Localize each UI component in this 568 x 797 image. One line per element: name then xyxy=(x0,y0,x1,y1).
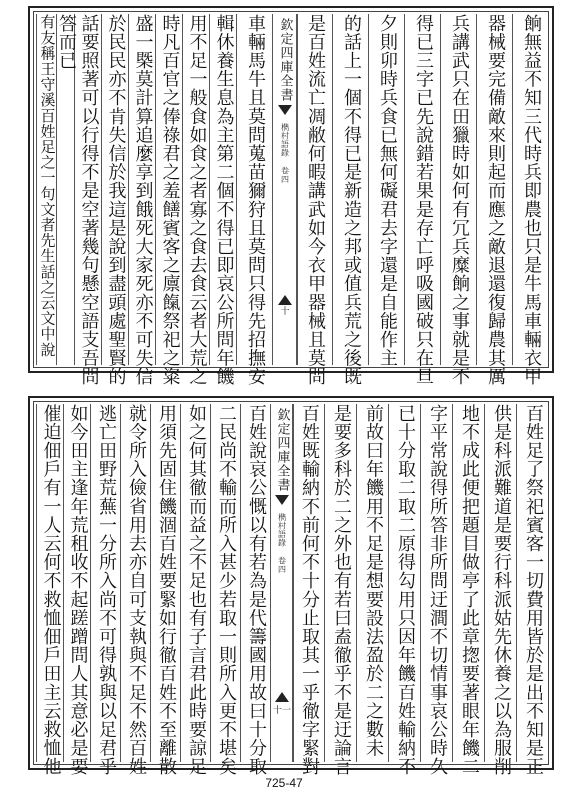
text-column xyxy=(128,14,156,386)
text-column xyxy=(209,14,237,386)
text-column xyxy=(155,14,183,386)
text-column xyxy=(101,14,129,386)
column-text: 用須先固住饑涸百姓要緊如行徹百姓不至離散 xyxy=(156,404,177,776)
text-column xyxy=(368,14,405,368)
text-column xyxy=(210,404,241,776)
column-text: 車輛馬牛且莫問蒐苗獮狩且莫問只得先招撫安 xyxy=(245,14,266,386)
text-column xyxy=(90,404,121,776)
text-column xyxy=(120,404,151,776)
center-gutter xyxy=(270,404,294,762)
column-text: 器械要完備敵來則起而應之敵退還復歸農其厲 xyxy=(485,14,506,386)
text-column xyxy=(440,14,477,386)
column-text: 前故曰年饑用不足是想要設法盈於二之數未 xyxy=(363,404,384,758)
text-column xyxy=(56,14,75,365)
column-text: 輯休養生息為主第二個不得已即哀公所問年饑 xyxy=(213,14,235,386)
column-text: 的話上一個不得已是新造之邦或值兵荒之後既 xyxy=(341,14,362,386)
column-text: 用不足一般食如食之者寡之食去食云者大荒之 xyxy=(186,14,208,386)
column-text: 兵講武只在田獵時如何有冗兵糜餉之事就是不 xyxy=(449,14,470,386)
column-text: 時凡百官之俸祿君之羞饍賓客之廪餼祭祀之粢 xyxy=(159,14,181,386)
column-text: 字平常說得所答非所問迂澗不切情事哀公時久 xyxy=(427,404,448,776)
column-text: 百姓說哀公慨以有若為是代籌國用故曰十分取 xyxy=(246,404,267,776)
text-column xyxy=(182,14,210,386)
library-header: 欽定四庫全書 xyxy=(274,408,290,492)
column-text: 於民民亦不肯失信於我這是說到盡頭處聖賢的 xyxy=(105,14,127,386)
column-text: 盛一槩莫計算追麼享到餓死大家死亦不可失信 xyxy=(132,14,154,386)
text-column xyxy=(516,404,549,776)
text-column xyxy=(36,404,64,776)
column-text: 餉無益不知三代時兵即農也只是牛馬車輛衣甲 xyxy=(521,14,542,386)
top-page xyxy=(28,6,554,386)
column-text: 已十分取二取二原得勾用只因年饑百姓輸納不 xyxy=(395,404,416,776)
text-column xyxy=(332,14,369,386)
text-column xyxy=(240,404,271,776)
text-column xyxy=(484,404,517,776)
column-text: 就令所入儉省用去亦自可支執與不足不然百姓 xyxy=(126,404,147,776)
column-text: 答而已 xyxy=(56,14,77,70)
page-number: 十 xyxy=(280,307,290,317)
page-number: 十一 xyxy=(272,706,291,716)
bottom-page xyxy=(28,396,554,776)
column-text: 是要多科於二之外也有若曰盍徹乎不是迂論言 xyxy=(331,404,352,776)
book-title: 檇村語錄 卷四 xyxy=(277,513,287,574)
text-column xyxy=(356,404,389,762)
text-column xyxy=(512,14,549,386)
column-text: 地不成此便把題目做亭了此章揔要著眼年饑二 xyxy=(459,404,480,776)
column-text: 百姓既輸納不前何不十分止取其一乎徹字緊對 xyxy=(299,404,320,776)
text-column xyxy=(236,14,273,386)
column-text: 百姓足了祭祀賓客一切費用皆於是出不知是正 xyxy=(523,404,544,776)
text-column xyxy=(292,404,325,776)
text-column xyxy=(63,404,91,776)
text-column xyxy=(74,14,102,386)
center-gutter xyxy=(272,14,298,365)
column-text: 得已三字已先說錯若果是存亡呼吸國破只在旦 xyxy=(413,14,434,386)
column-text: 有友稱王守溪百姓足之一句文者先生話之云文中說 xyxy=(38,14,57,358)
book-title: 檇村語錄 卷四 xyxy=(280,123,290,184)
fish-tail-mark-icon xyxy=(278,105,292,115)
column-text: 話要照著可以行得不是空著幾句懸空語支吾問 xyxy=(78,14,100,386)
text-column xyxy=(296,14,333,386)
column-text: 如今田主逢年荒租收不起蹉蹭問人其意必是要 xyxy=(67,404,89,776)
column-text: 供是科派難道是要行科派姑先休養之以為服削 xyxy=(491,404,512,776)
fish-tail-mark-icon xyxy=(275,692,289,702)
text-column xyxy=(476,14,513,386)
column-text: 二民尚不輸而所入甚少若取一則所入更不堪矣 xyxy=(216,404,237,776)
column-text: 是百姓流亡凋敝何暇講武如今衣甲器械且莫問 xyxy=(305,14,326,386)
footer-page-label: 725-47 xyxy=(265,776,303,790)
text-column xyxy=(180,404,211,776)
column-text: 逃亡田野荒蕪一分所入尚不可得孰與以足君乎 xyxy=(96,404,117,776)
column-text: 催迫佃戶有一人云何不救恤佃戶田主云救恤他 xyxy=(40,404,62,776)
text-column xyxy=(150,404,181,776)
library-header: 欽定四庫全書 xyxy=(277,18,293,102)
column-text: 夕則卯時兵食已無何礙君去字還是自能作主 xyxy=(377,14,398,368)
text-column xyxy=(36,14,57,365)
text-column xyxy=(388,404,421,776)
column-text: 如之何其徹而益之不足也有子言君此時要諒足 xyxy=(186,404,207,776)
text-column xyxy=(404,14,441,386)
fish-tail-mark-icon xyxy=(275,495,289,505)
text-column xyxy=(324,404,357,776)
text-column xyxy=(452,404,485,776)
text-column xyxy=(420,404,453,776)
